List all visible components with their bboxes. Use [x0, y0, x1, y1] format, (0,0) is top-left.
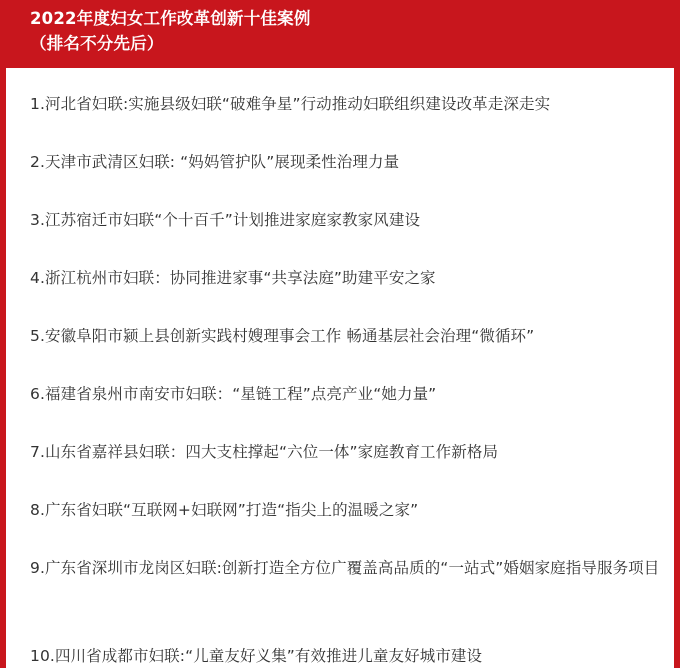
case-item-1: 1.河北省妇联:实施县级妇联“破难争星”行动推动妇联组织建设改革走深走实 [30, 95, 551, 113]
case-item-6: 6.福建省泉州市南安市妇联：“星链工程”点亮产业“她力量” [30, 385, 437, 403]
case-item-4: 4.浙江杭州市妇联：协同推进家事“共享法庭”助建平安之家 [30, 269, 436, 287]
case-item-9: 9.广东省深圳市龙岗区妇联:创新打造全方位广覆盖高品质的“一站式”婚姻家庭指导服务项目 [30, 559, 660, 577]
case-item-7: 7.山东省嘉祥县妇联：四大支柱撑起“六位一体”家庭教育工作新格局 [30, 443, 499, 461]
case-item-5: 5.安徽阜阳市颍上县创新实践村嫂理事会工作 畅通基层社会治理“微循环” [30, 327, 535, 345]
page-subtitle: （排名不分先后） [30, 34, 164, 53]
case-list-panel [6, 68, 674, 668]
header-banner [0, 0, 680, 68]
case-item-8: 8.广东省妇联“互联网+妇联网”打造“指尖上的温暖之家” [30, 501, 419, 519]
page-title: 2022年度妇女工作改革创新十佳案例 [30, 9, 311, 28]
case-item-10: 10.四川省成都市妇联:“儿童友好义集”有效推进儿童友好城市建设 [30, 647, 483, 665]
case-item-3: 3.江苏宿迁市妇联“个十百千”计划推进家庭家教家风建设 [30, 211, 421, 229]
case-item-2: 2.天津市武清区妇联: “妈妈管护队”展现柔性治理力量 [30, 153, 400, 171]
